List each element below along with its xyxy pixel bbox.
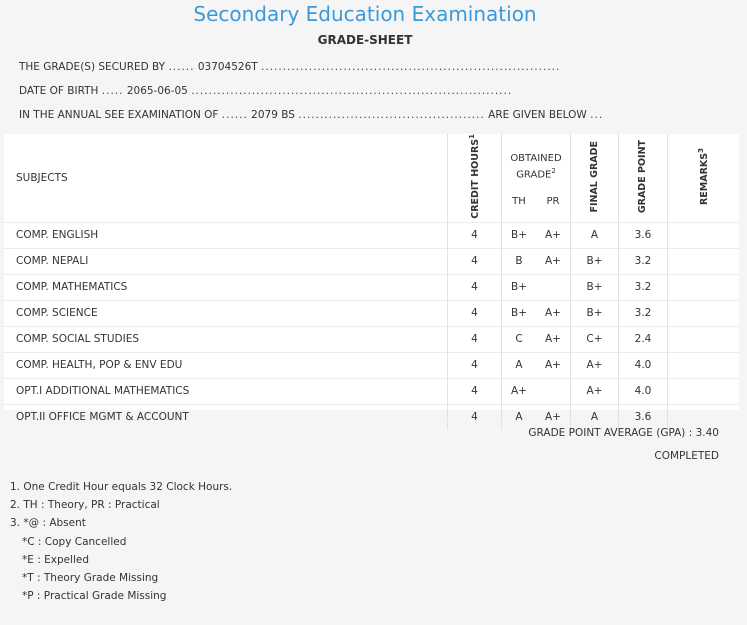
footnote-credit-hour: 1. One Credit Hour equals 32 Clock Hours.	[10, 481, 233, 493]
header-subjects: SUBJECTS	[16, 171, 68, 184]
subject-cell: COMP. MATHEMATICS	[4, 274, 448, 300]
footnote-practical-missing: *P : Practical Grade Missing	[22, 590, 167, 603]
exam-line: IN THE ANNUAL SEE EXAMINATION OF ...... 2079 BS ........................................... ARE GIVEN BELOW ...	[19, 109, 604, 121]
header-credit-hours: CREDIT HOURS$^1$	[448, 134, 502, 222]
credit-cell: 4	[448, 404, 502, 430]
exam-year: 2079 BS	[251, 109, 295, 121]
symbol-number: 03704526T	[197, 61, 258, 73]
credit-cell: 4	[448, 326, 502, 352]
subject-cell: COMP. ENGLISH	[4, 222, 448, 248]
credit-cell: 4	[448, 222, 502, 248]
grade-point-cell: 3.2	[619, 274, 668, 300]
footnote-copy-cancelled: *C : Copy Cancelled	[22, 535, 127, 548]
subject-cell: OPT.I ADDITIONAL MATHEMATICS	[4, 378, 448, 404]
th-grade-cell: B+	[502, 274, 537, 300]
dob-value: 2065-06-05	[126, 85, 188, 97]
header-obtained-grade: OBTAINED GRADE$^2$	[502, 134, 571, 182]
table-row	[4, 222, 739, 248]
final-grade-cell: B+	[571, 274, 619, 300]
header-grade-point: GRADE POINT	[619, 134, 668, 222]
table-row	[4, 378, 739, 404]
grade-point-cell: 2.4	[619, 326, 668, 352]
grade-point-cell: 3.2	[619, 300, 668, 326]
th-grade-cell: A	[502, 404, 537, 430]
secured-by-label: THE GRADE(S) SECURED BY	[19, 61, 166, 73]
th-grade-cell: A+	[502, 378, 537, 404]
final-grade-cell: A	[571, 404, 619, 430]
table-row	[4, 352, 739, 378]
final-grade-cell: A+	[571, 378, 619, 404]
table-row	[4, 248, 739, 274]
subject-cell: COMP. NEPALI	[4, 248, 448, 274]
remarks-cell	[668, 352, 740, 378]
remarks-cell	[668, 248, 740, 274]
credit-cell: 4	[448, 378, 502, 404]
final-grade-cell: A+	[571, 352, 619, 378]
subject-cell: OPT.II OFFICE MGMT & ACCOUNT	[4, 404, 448, 430]
final-grade-cell: C+	[571, 326, 619, 352]
credit-cell: 4	[448, 248, 502, 274]
credit-cell: 4	[448, 352, 502, 378]
remarks-cell	[668, 404, 740, 430]
pr-grade-cell: A+	[536, 352, 571, 378]
footnote-absent: 3. *@ : Absent	[10, 517, 86, 530]
remarks-cell	[668, 222, 740, 248]
table-row	[4, 404, 739, 430]
header-remarks: REMARKS$^3$	[697, 147, 711, 205]
pr-grade-cell	[536, 274, 571, 300]
remarks-cell	[668, 378, 740, 404]
grade-point-cell: 3.2	[619, 248, 668, 274]
subject-cell: COMP. SOCIAL STUDIES	[4, 326, 448, 352]
credit-cell: 4	[448, 274, 502, 300]
footnote-th-pr: 2. TH : Theory, PR : Practical	[10, 499, 160, 512]
grade-point-cell: 3.6	[619, 222, 668, 248]
grade-point-cell: 4.0	[619, 352, 668, 378]
exam-label: IN THE ANNUAL SEE EXAMINATION OF	[19, 109, 219, 121]
table-row	[4, 274, 739, 300]
header-row	[4, 134, 739, 182]
th-grade-cell: B+	[502, 222, 537, 248]
footnote-theory-missing: *T : Theory Grade Missing	[22, 572, 159, 585]
table-row	[4, 326, 739, 352]
footnotes	[10, 478, 232, 605]
final-grade-cell: A	[571, 222, 619, 248]
remarks-cell	[668, 326, 740, 352]
header-pr: PR	[536, 182, 571, 223]
pr-grade-cell: A+	[536, 300, 571, 326]
th-grade-cell: B	[502, 248, 537, 274]
pr-grade-cell: A+	[536, 222, 571, 248]
th-grade-cell: A	[502, 352, 537, 378]
pr-grade-cell: A+	[536, 248, 571, 274]
grade-table-panel	[4, 134, 739, 424]
grade-point-cell: 4.0	[619, 378, 668, 404]
dob-line: DATE OF BIRTH ..... 2065-06-05 ..........................................................................	[19, 85, 513, 97]
dob-label: DATE OF BIRTH	[19, 85, 99, 97]
completion-status: COMPLETED	[654, 450, 719, 462]
credit-cell: 4	[448, 300, 502, 326]
remarks-cell	[668, 274, 740, 300]
table-row	[4, 300, 739, 326]
exam-suffix: ARE GIVEN BELOW	[488, 109, 587, 121]
grade-point-cell: 3.6	[619, 404, 668, 430]
footnote-expelled: *E : Expelled	[22, 553, 90, 566]
remarks-cell	[668, 300, 740, 326]
th-grade-cell: B+	[502, 300, 537, 326]
th-grade-cell: C	[502, 326, 537, 352]
grade-table	[4, 134, 739, 430]
header-th: TH	[512, 196, 526, 208]
gpa-summary: GRADE POINT AVERAGE (GPA) : 3.40	[528, 427, 719, 439]
grade-sheet-heading: GRADE-SHEET	[317, 33, 413, 47]
final-grade-cell: B+	[571, 248, 619, 274]
subject-cell: COMP. SCIENCE	[4, 300, 448, 326]
pr-grade-cell	[536, 378, 571, 404]
pr-grade-cell: A+	[536, 404, 571, 430]
header-final-grade: FINAL GRADE	[571, 134, 619, 222]
subject-cell: COMP. HEALTH, POP & ENV EDU	[4, 352, 448, 378]
secured-by-line: THE GRADE(S) SECURED BY ...... 03704526T .....................................................................	[19, 61, 561, 73]
pr-grade-cell: A+	[536, 326, 571, 352]
final-grade-cell: B+	[571, 300, 619, 326]
page-title: Secondary Education Examination	[193, 2, 537, 26]
